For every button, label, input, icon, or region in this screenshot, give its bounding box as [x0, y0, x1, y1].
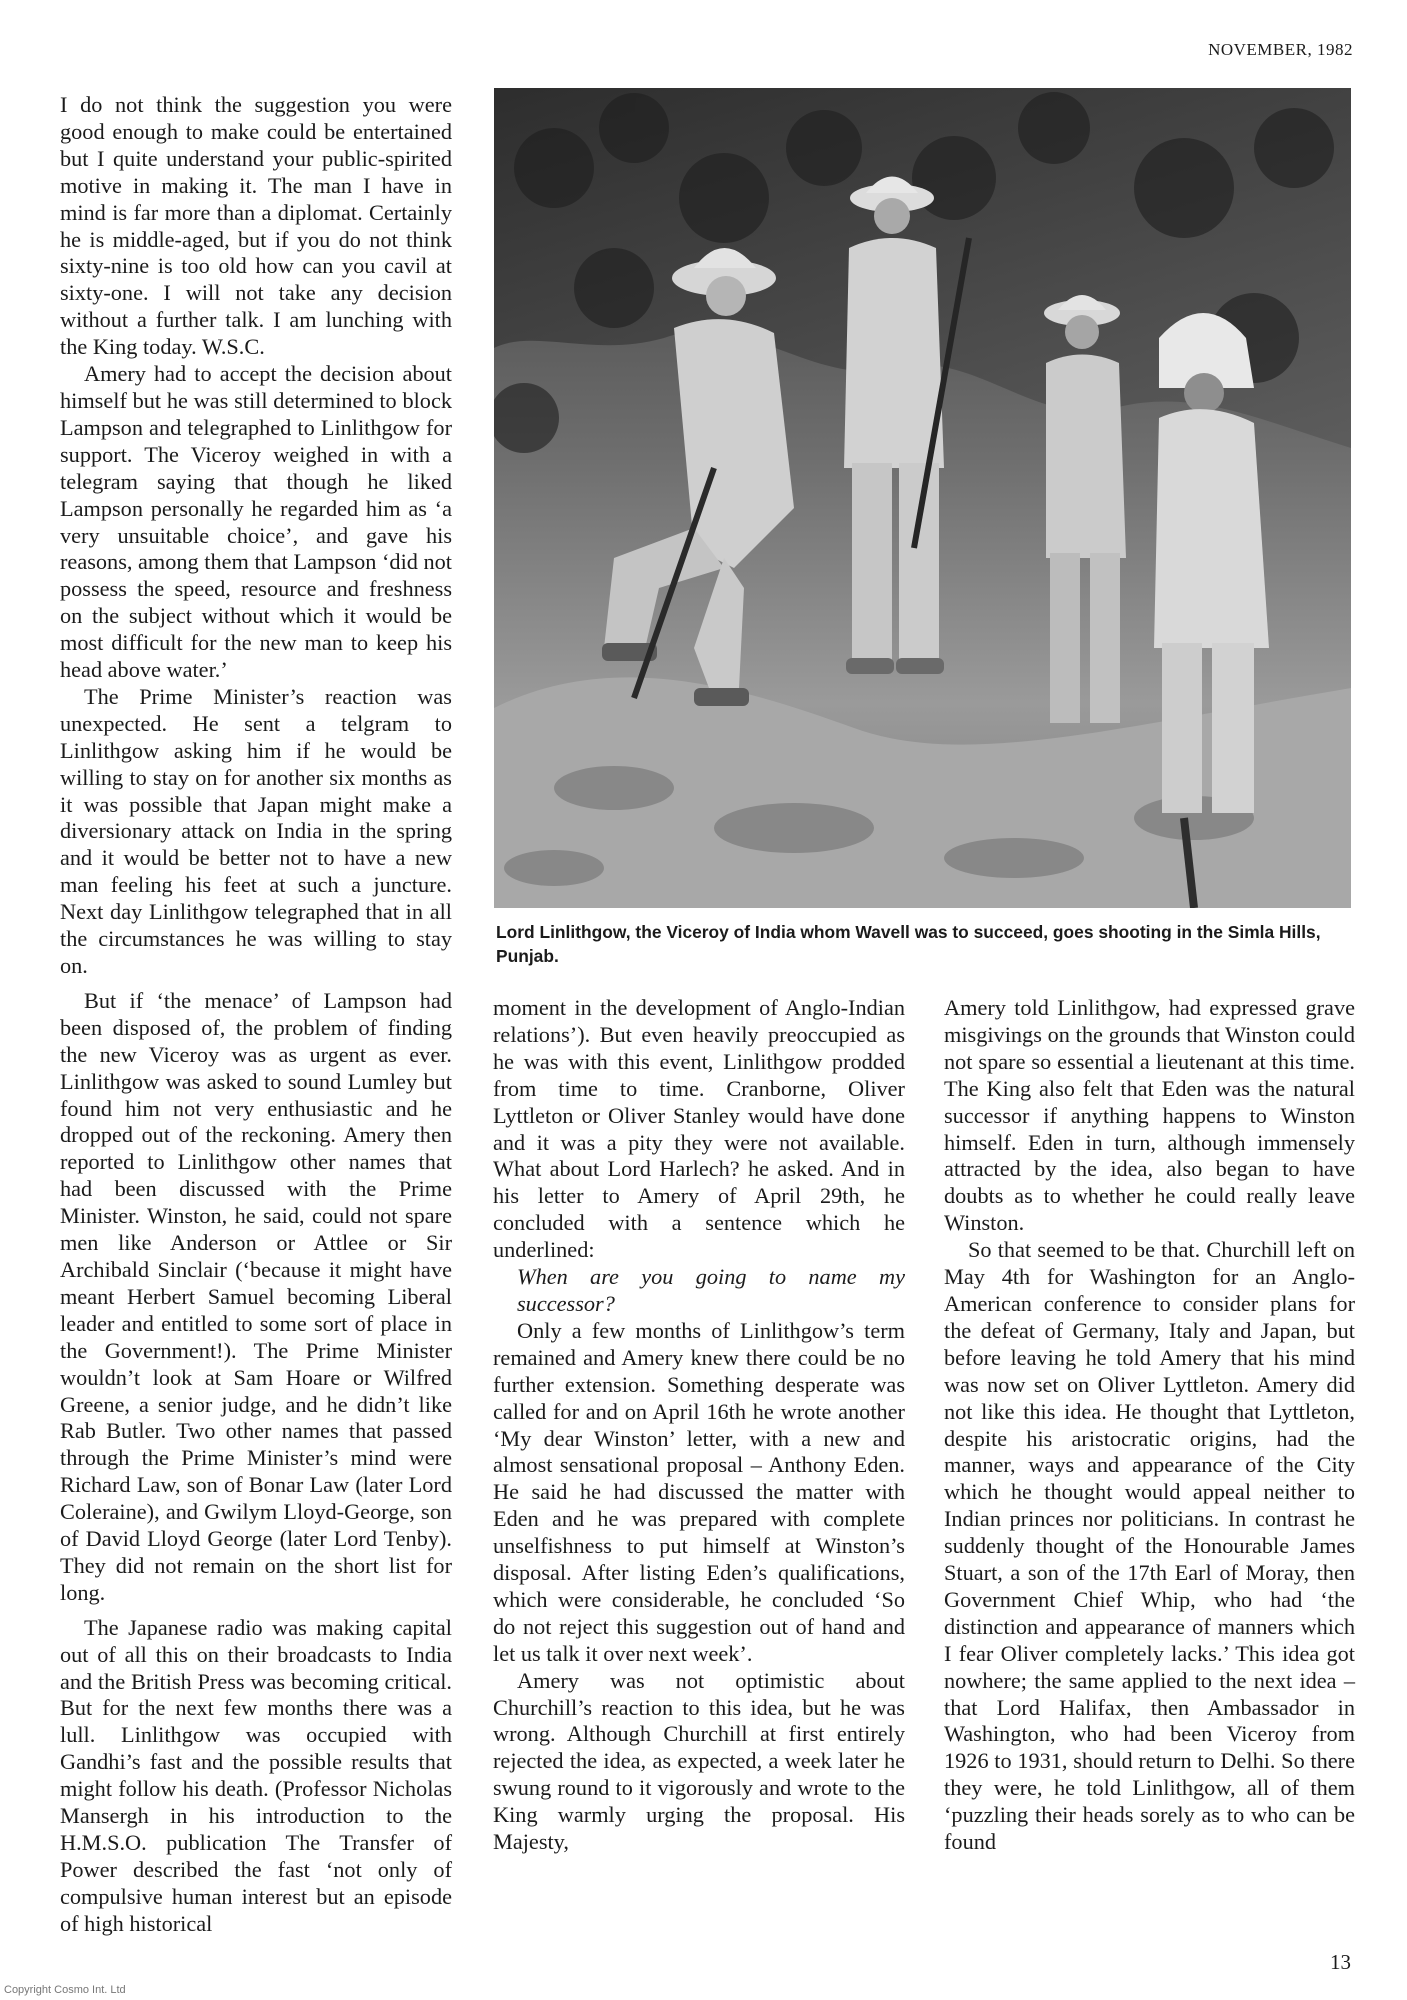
body-paragraph: moment in the development of Anglo-Indian relations’). But even heavily preoccupied as he was with this event, Linlithgow prodded from time to time. Cranborne, Oliver Lyttleton or Oliver Stanley would have done and it was a pity they were not available. What about Lord Harlech? he asked. And in his letter to Amery of April 29th, he concluded with a sentence which he underlined:	[493, 995, 905, 1263]
copyright-notice: Copyright Cosmo Int. Ltd	[4, 1984, 126, 1996]
body-paragraph: Amery told Linlithgow, had expressed grave misgivings on the grounds that Winston could not spare so essential a lieutenant at this time. The King also felt that Eden was the natural successor if anything happens to Winston himself. Eden in turn, although immensely attracted by the idea, also began to have doubts as to whether he could really leave Winston.	[944, 995, 1355, 1236]
body-paragraph: So that seemed to be that. Churchill left on May 4th for Washington for an Anglo-American conference to consider plans for the defeat of Germany, Italy and Japan, but before leaving he told Amery that his mind was now set on Oliver Lyttleton. Amery did not like this idea. He thought that Lyttleton, despite his aristocratic origins, had the manner, ways and appearance of the City which he thought would appeal neither to Indian princes nor politicians. In contrast he suddenly thought of the Honourable James Stuart, a son of the 17th Earl of Moray, then Government Chief Whip, who had ‘the distinction and appearance of manners which I fear Oliver completely lacks.’ This idea got nowhere; the same applied to the next idea – that Lord Halifax, then Ambassador in Washington, who had been Viceroy from 1926 to 1931, should return to Delhi. So there they were, he told Linlithgow, all of them ‘puzzling their heads sorely as to who can be found	[944, 1237, 1355, 1855]
body-paragraph: The Japanese radio was making capital out of all this on their broadcasts to India and the British Press was becoming critical. But for the next few months there was a lull. Linlithgow was occupied with Gandhi’s fast and the possible results that might follow his death. (Professor Nicholas Mansergh in his introduction to the H.M.S.O. publication The Transfer of Power described the fast ‘not only of compulsive human interest but an episode of high historical	[60, 1614, 452, 1936]
body-paragraph: Amery was not optimistic about Churchill’s reaction to this idea, but he was wrong. Although Churchill at first entirely rejected the idea, as expected, a week later he swung round to it vigorously and wrote to the King warmly urging the proposal. His Majesty,	[493, 1667, 905, 1855]
page-number: 13	[1330, 1950, 1351, 1974]
issue-date: NOVEMBER, 1982	[1208, 40, 1353, 59]
body-paragraph: Only a few months of Linlithgow’s term remained and Amery knew there could be no further extension. Something desperate was called for and on April 16th he wrote another ‘My dear Winston’ letter, with a new and almost sensational proposal – Anthony Eden. He said he had discussed the matter with Eden and he was prepared with complete unselfishness to put himself at Winston’s disposal. After listing Eden’s qualifications, which were considerable, he concluded ‘So do not reject this suggestion out of hand and let us talk it over next week’.	[493, 1317, 905, 1666]
quoted-underlined-sentence: When are you going to name my successor?	[517, 1264, 905, 1316]
article-column-3	[944, 995, 1355, 1856]
article-column-1	[60, 92, 452, 1938]
article-column-2	[493, 995, 905, 1856]
body-paragraph: But if ‘the menace’ of Lampson had been disposed of, the problem of finding the new Viceroy was as urgent as ever. Linlithgow was asked to sound Lumley but found him not very enthusiastic and he dropped out of the reckoning. Amery then reported to Linlithgow other names that had been discussed with the Prime Minister. Winston, he said, could not spare men like Anderson or Attlee or Sir Archibald Sinclair (‘because it might have meant Herbert Samuel becoming Liberal leader and entitled to some sort of place in the Government!). The Prime Minister wouldn’t look at Sam Hoare or Wilfred Greene, a senior judge, and he didn’t like Rab Butler. Two other names that passed through the Prime Minister’s mind were Richard Law, son of Bonar Law (later Lord Coleraine), and Gwilym Lloyd-George, son of David Lloyd George (later Lord Tenby). They did not remain on the short list for long.	[60, 987, 452, 1605]
photo-viceroy-shooting	[494, 88, 1351, 908]
photo-caption: Lord Linlithgow, the Viceroy of India whom Wavell was to succeed, goes shooting in the Simla Hills, Punjab.	[496, 922, 1321, 966]
letter-quote-paragraph: I do not think the suggestion you were good enough to make could be entertained but I quite understand your public-spirited motive in making it. The man I have in mind is far more than a diplomat. Certainly he is middle-aged, but if you do not think sixty-nine is too old how can you cavil at sixty-one. I will not take any decision without a further talk. I am lunching with the King today. W.S.C.	[60, 92, 452, 360]
body-paragraph: The Prime Minister’s reaction was unexpected. He sent a telgram to Linlithgow asking him if he would be willing to stay on for another six months as it was possible that Japan might make a diversionary attack on India in the spring and it would be better not to have a new man feeling his feet at such a juncture. Next day Linlithgow telegraphed that in all the circumstances he was willing to stay on.	[60, 683, 452, 978]
body-paragraph: Amery had to accept the decision about himself but he was still determined to block Lampson and telegraphed to Linlithgow for support. The Viceroy weighed in with a telegram saying that though he liked Lampson personally he regarded him as ‘a very unsuitable choice’, and gave his reasons, among them that Lampson ‘did not possess the speed, resource and freshness on the subject without which it would be most difficult for the new man to keep his head above water.’	[60, 361, 452, 683]
